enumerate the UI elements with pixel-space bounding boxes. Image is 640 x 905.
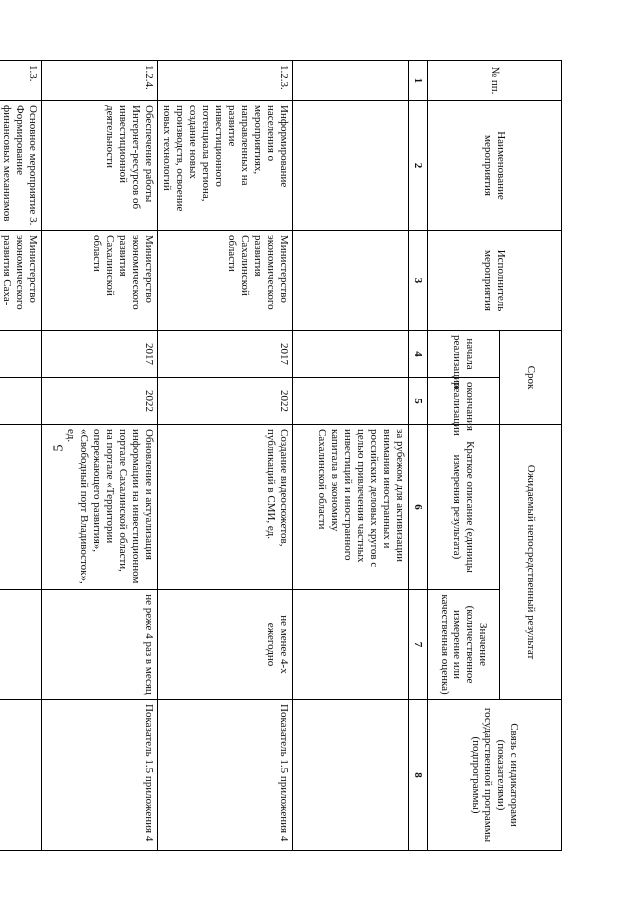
row-executor: Министерство экономического развития Саха-: [0, 231, 42, 331]
row-num: 1.2.4.: [42, 61, 158, 101]
row-end: [0, 378, 42, 425]
row-name: [293, 101, 409, 231]
row-value: [0, 590, 42, 700]
row-num: 1.2.3.: [158, 61, 293, 101]
column-number: 7: [409, 590, 428, 700]
row-name: Основное мероприятие 3. Формирование финансовых механизмов: [0, 101, 42, 231]
row-link: Показатель 1.5 приложения 4: [158, 700, 293, 851]
row-name: Информирование населения о мероприятиях, направленных на развитие инвестиционного потенциала региона, создание новых производств, освоение новых технологий: [158, 101, 293, 231]
row-end: 2022: [158, 378, 293, 425]
table-row: [293, 61, 409, 851]
table-row: [158, 61, 293, 851]
header-num: № пп.: [428, 61, 562, 101]
row-desc: [0, 425, 42, 590]
column-number-row: [409, 61, 428, 851]
row-executor: [293, 231, 409, 331]
header-term-start: начала реализации: [428, 331, 500, 378]
header-result-value: Значение (количественное измерение или качественная оценка): [428, 590, 500, 700]
row-num: 1.3.: [0, 61, 42, 101]
table-row: [0, 61, 42, 851]
row-desc: за рубежом для активизации внимания иностранных и российских деловых кругов с целью привлечения частных инвестиций и иностранного капитала в экономику Сахалинской области: [293, 425, 409, 590]
column-number: 8: [409, 700, 428, 851]
row-num: [293, 61, 409, 101]
column-number: 6: [409, 425, 428, 590]
header-result-desc: Краткое описание (единицы измерения результата): [428, 425, 500, 590]
row-executor: Министерство экономического развития Сахалинской области: [42, 231, 158, 331]
column-number: 5: [409, 378, 428, 425]
row-end: [293, 378, 409, 425]
row-link: [0, 700, 42, 851]
row-start: [0, 331, 42, 378]
row-start: [293, 331, 409, 378]
row-value: [293, 590, 409, 700]
header-result: Ожидаемый непосредственный результат: [500, 425, 562, 700]
column-number: 2: [409, 101, 428, 231]
row-name: Обеспечение работы Интернет-ресурсов об инвестиционной деятельности: [42, 101, 158, 231]
header-term-end: окончания реализации: [428, 378, 500, 425]
row-desc: Обновление и актуализация информации на инвестиционном портале Сахалинской области, на портале «Территории опережающего развития», «Свободный порт Владивосток», ед.: [42, 425, 158, 590]
header-term: Срок: [500, 331, 562, 425]
row-start: 2017: [42, 331, 158, 378]
header-name: Наименование мероприятия: [428, 101, 562, 231]
header-link: Связь с индикаторами (показателями) государственной программы (подпрограммы): [428, 700, 562, 851]
column-number: 1: [409, 61, 428, 101]
row-value: не менее 4-х ежегодно: [158, 590, 293, 700]
column-number: 4: [409, 331, 428, 378]
column-number: 3: [409, 231, 428, 331]
header-executor: Исполнитель мероприятия: [428, 231, 562, 331]
activities-table: [0, 60, 562, 851]
table-row: [42, 61, 158, 851]
row-desc: Создание видеосюжетов, публикаций в СМИ, ед.: [158, 425, 293, 590]
row-end: 2022: [42, 378, 158, 425]
row-executor: Министерство экономического развития Сахалинской области: [158, 231, 293, 331]
row-start: 2017: [158, 331, 293, 378]
row-link: Показатель 1.5 приложения 4: [42, 700, 158, 851]
rotated-page: [1, 60, 562, 850]
row-value: не реже 4 раз в месяц: [42, 590, 158, 700]
page-number: 5: [51, 444, 67, 452]
row-link: [293, 700, 409, 851]
